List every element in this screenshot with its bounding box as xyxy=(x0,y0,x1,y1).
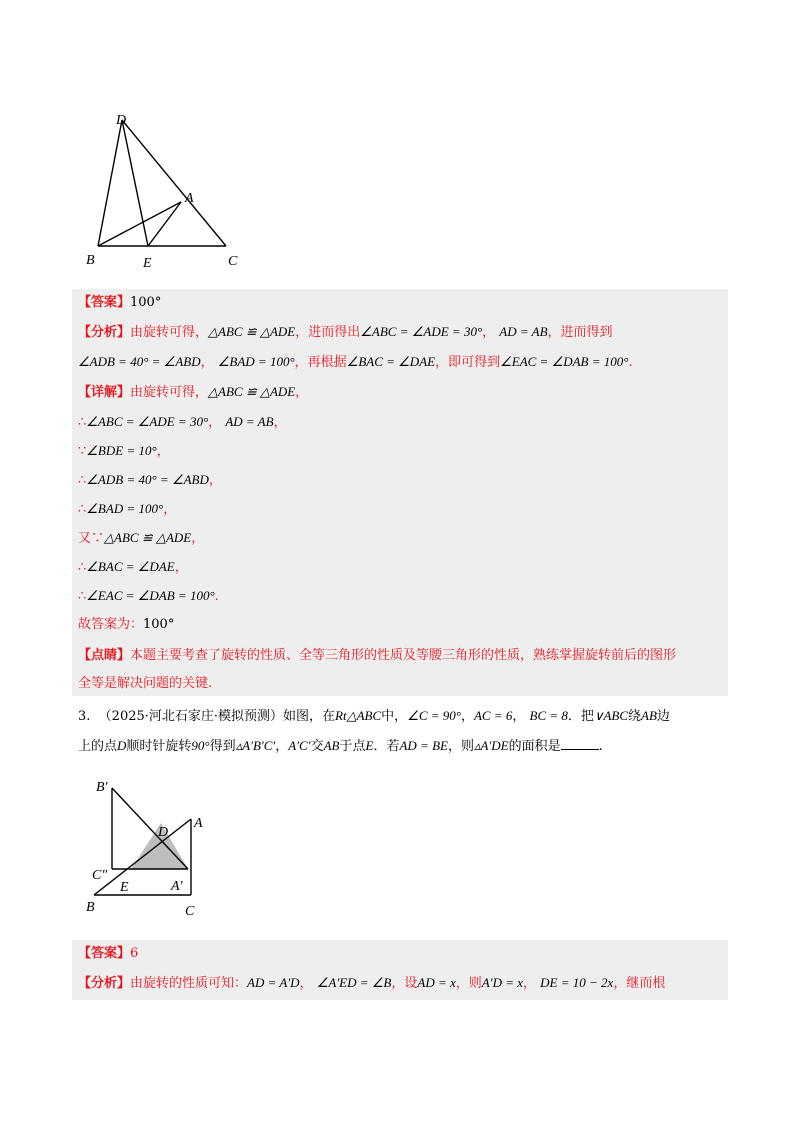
analysis-text: . xyxy=(628,355,633,370)
math-expr: ∠ADB = 40° = ∠ABD xyxy=(86,472,209,487)
detail-text: ， xyxy=(156,444,170,459)
detail-line-3 xyxy=(78,442,170,461)
detail-line-6 xyxy=(78,529,204,548)
question-text: 绕 xyxy=(628,709,642,724)
question-text: 如图，在 xyxy=(283,709,336,724)
answer-value: 100° xyxy=(130,295,162,310)
math-expr: AD = AB xyxy=(225,414,274,429)
analysis-text: ， xyxy=(482,325,496,340)
analysis-line-2 xyxy=(78,353,633,372)
question-text: 边 xyxy=(656,709,670,724)
detail-line-1 xyxy=(78,383,308,402)
label-e: E xyxy=(143,256,152,271)
math-expr: D xyxy=(117,738,127,753)
analysis-text: ， xyxy=(523,976,537,991)
triangle-figure-1 xyxy=(80,105,260,275)
detail-text: ， xyxy=(208,415,222,430)
label-c: C xyxy=(228,254,238,269)
analysis-text: ， xyxy=(299,976,313,991)
therefore-symbol: ∴ xyxy=(78,502,87,517)
analysis-line-3 xyxy=(78,974,665,993)
analysis-text: ，再根据 xyxy=(294,355,347,370)
solution-box-1 xyxy=(72,289,728,696)
detail-text: ， xyxy=(208,473,222,488)
math-expr: ▵A′B′C′ xyxy=(235,738,276,753)
math-expr: AB xyxy=(323,738,340,753)
detail-text: ， xyxy=(163,502,177,517)
comment-tag: 【点睛】 xyxy=(78,648,131,663)
label-d: D xyxy=(116,113,127,128)
analysis-text: ，进而得出 xyxy=(295,325,361,340)
detail-tag: 【详解】 xyxy=(78,385,131,400)
math-expr: BC = 8 xyxy=(529,708,568,723)
question-text: 顺时针旋转 xyxy=(126,739,192,754)
detail-line-7 xyxy=(78,558,188,577)
question-text: 中， xyxy=(381,709,408,724)
detail-line-8 xyxy=(78,587,219,606)
detail-text: ， xyxy=(295,385,309,400)
analysis-text: ， xyxy=(200,355,214,370)
math-expr: ∠A′ED = ∠B xyxy=(316,975,392,990)
math-expr: AD = AB xyxy=(499,324,548,339)
label-c-prime: C″ xyxy=(92,868,108,883)
analysis-text: ，即可得到 xyxy=(435,355,501,370)
question-text: ， xyxy=(275,739,289,754)
question-text: ， xyxy=(512,709,526,724)
question-text: 的面积是 xyxy=(508,739,561,754)
question-3-line-2 xyxy=(78,737,603,756)
label-a-prime: A′ xyxy=(171,879,183,894)
math-expr: △ABC ≌ △ADE xyxy=(208,384,296,399)
label-e: E xyxy=(120,880,129,895)
answer-tag: 【答案】 xyxy=(78,946,131,961)
question-text: 于点 xyxy=(339,739,366,754)
analysis-text: 由旋转可得， xyxy=(130,325,209,340)
math-expr: A′C′ xyxy=(288,738,311,753)
analysis-text: 由旋转的性质可知： xyxy=(130,976,248,991)
question-text: . xyxy=(598,739,603,754)
math-expr: 90° xyxy=(191,738,210,753)
math-expr: AB xyxy=(641,708,657,723)
analysis-text: ，进而得到 xyxy=(547,325,613,340)
label-b: B xyxy=(86,253,95,268)
analysis-text: ，继而根 xyxy=(613,976,666,991)
comment-text: 全等是解决问题的关键. xyxy=(78,676,213,691)
because-symbol: ∵ xyxy=(78,444,87,459)
answer-blank[interactable] xyxy=(561,737,599,750)
math-expr: ∠BAC = ∠DAE xyxy=(346,354,436,369)
label-b: B xyxy=(86,900,95,915)
analysis-text: ，则 xyxy=(455,976,482,991)
math-expr: DE = 10 − 2x xyxy=(540,975,614,990)
final-value: 100° xyxy=(143,617,175,632)
therefore-symbol: ∴ xyxy=(78,415,87,430)
math-expr: E xyxy=(365,738,374,753)
math-expr: ∠EAC = ∠DAB = 100° xyxy=(86,588,215,603)
comment-line-2 xyxy=(78,675,212,693)
math-expr: ∠BDE = 10° xyxy=(86,443,157,458)
because-symbol: 又∵ xyxy=(78,531,105,546)
math-expr: A′D = x xyxy=(481,975,523,990)
question-source: （2025·河北石家庄·模拟预测） xyxy=(98,709,284,724)
math-expr: ∠C = 90° xyxy=(407,708,461,723)
label-d: D xyxy=(158,825,169,840)
analysis-line-1 xyxy=(78,323,613,342)
question-text: 上的点 xyxy=(78,739,118,754)
answer-value: 6 xyxy=(130,946,139,961)
math-expr: ▵A′DE xyxy=(473,738,509,753)
analysis-text: ，设 xyxy=(391,976,418,991)
question-text: 得到 xyxy=(209,739,236,754)
math-expr: ∠ABC = ∠ADE = 30° xyxy=(360,324,483,339)
triangle-figure-2 xyxy=(85,772,225,922)
comment-text: 本题主要考查了旋转的性质、全等三角形的性质及等腰三角形的性质，熟练掌握旋转前后的图形 xyxy=(130,648,677,663)
detail-line-5 xyxy=(78,500,176,519)
label-b-prime: B′ xyxy=(96,780,108,795)
question-3-line-1 xyxy=(78,707,670,726)
analysis-tag: 【分析】 xyxy=(78,976,131,991)
math-expr: ∠BAC = ∠DAE xyxy=(86,559,175,574)
analysis-tag: 【分析】 xyxy=(78,325,131,340)
math-expr: ∠ADB = 40° = ∠ABD xyxy=(78,354,201,369)
math-expr: △ABC ≌ △ADE xyxy=(104,530,192,545)
math-expr: △ABC ≌ △ADE xyxy=(208,324,296,339)
final-text: 故答案为： xyxy=(78,617,144,632)
detail-line-2 xyxy=(78,413,287,432)
question-number: 3. xyxy=(78,709,91,724)
label-c: C xyxy=(185,904,195,919)
detail-text: ， xyxy=(191,531,205,546)
detail-text: ， xyxy=(174,560,188,575)
question-text: ．若 xyxy=(373,739,400,754)
math-expr: ∠BAD = 100° xyxy=(86,501,164,516)
detail-text: . xyxy=(214,589,219,604)
math-expr: AD = A′D xyxy=(247,975,300,990)
label-a: A xyxy=(185,191,194,206)
therefore-symbol: ∴ xyxy=(78,560,87,575)
detail-line-4 xyxy=(78,471,222,490)
math-expr: ∠ABC = ∠ADE = 30° xyxy=(86,414,209,429)
math-expr: ∨ABC xyxy=(593,708,629,723)
math-expr: Rt△ABC xyxy=(335,708,382,723)
question-text: ，则 xyxy=(447,739,474,754)
math-expr: ∠BAD = 100° xyxy=(217,354,295,369)
question-text: 交 xyxy=(310,739,324,754)
therefore-symbol: ∴ xyxy=(78,473,87,488)
math-expr: AC = 6 xyxy=(473,708,513,723)
question-text: ， xyxy=(460,709,474,724)
math-expr: AD = BE xyxy=(399,738,448,753)
question-text: ．把 xyxy=(567,709,594,724)
comment-line-1 xyxy=(78,647,676,665)
final-answer-line xyxy=(78,616,174,634)
detail-text: ， xyxy=(273,415,287,430)
math-expr: ∠EAC = ∠DAB = 100° xyxy=(500,354,629,369)
answer-tag: 【答案】 xyxy=(78,295,131,310)
detail-text: 由旋转可得， xyxy=(130,385,209,400)
therefore-symbol: ∴ xyxy=(78,589,87,604)
answer-line-1 xyxy=(78,294,161,312)
math-expr: AD = x xyxy=(417,975,456,990)
answer-line-3 xyxy=(78,945,138,963)
label-a: A xyxy=(194,816,203,831)
